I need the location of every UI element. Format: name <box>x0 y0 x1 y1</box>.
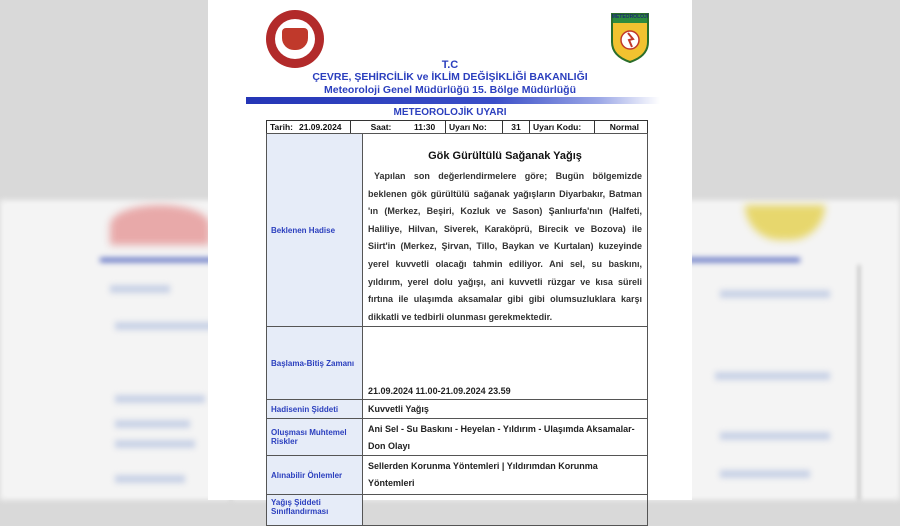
date-value: 21.09.2024 <box>296 121 351 133</box>
precipitation-class-label: Yağış Şiddeti Sınıflandırması <box>267 495 363 525</box>
start-end-time-value <box>363 327 647 399</box>
blurred-line <box>115 322 215 330</box>
time-value: 11:30 <box>411 121 446 133</box>
warning-code-value: Normal <box>609 122 639 132</box>
blurred-line <box>110 285 170 293</box>
severity-value: Kuvvetli Yağış <box>368 404 429 414</box>
event-description: Yapılan son değerlendirmelere göre; Bugün bölgemizde beklenen gök gürültülü sağanak yağışların Diyarbakır, Batman 'ın (Merkez, Beşiri, Kozluk ve Sason) Şanlıurfa'nın (Halfeti, Haliliye, Hilvan, Siverek, Karaköprü, Birecik ve Bozova) ile Siirt'in (Merkez, Şirvan, Tillo, Baykan ve Kurtalan) kuzeyinde yerel kuvvetli olacağı tahmin ediliyor. Ani sel, su baskını, yıldırım, yerel dolu yağışı, ani kuvvetli rüzgar ve kısa süreli fırtına ile ulaşımda aksamalar gibi gibi olumsuzluklara karşı dikkatli ve tedbirli olunması gerekmektedir. <box>368 171 642 322</box>
blurred-line <box>115 395 205 403</box>
blurred-line <box>720 290 830 298</box>
warning-info-row <box>266 120 648 134</box>
warning-code-label: Uyarı Kodu: <box>530 121 595 133</box>
table-row <box>267 327 647 400</box>
event-title: Gök Gürültülü Sağanak Yağış <box>428 150 582 162</box>
time-label: Saat: <box>370 122 392 132</box>
blurred-line <box>720 470 810 478</box>
start-end-time-label: Başlama-Bitiş Zamanı <box>267 327 363 399</box>
warning-document <box>208 0 692 516</box>
precipitation-class-value <box>363 495 647 525</box>
directorate-name: Meteoroloji Genel Müdürlüğü 15. Bölge Müdürlüğü <box>324 84 576 96</box>
blurred-line <box>720 432 830 440</box>
warning-no-label: Uyarı No: <box>446 121 503 133</box>
logo-text: METEOROLOJİ <box>611 14 649 20</box>
expected-event-cell <box>363 134 647 326</box>
blurred-line <box>115 440 195 448</box>
risks-label: Oluşması Muhtemel Riskler <box>267 419 363 455</box>
document-title: METEOROLOJİK UYARI <box>393 107 507 118</box>
date-label: Tarih: <box>270 122 293 132</box>
expected-event-label: Beklenen Hadise <box>267 134 363 326</box>
table-row <box>267 419 647 456</box>
risks-value: Ani Sel - Su Baskını - Heyelan - Yıldırım - Ulaşımda Aksamalar- Don Olayı <box>368 424 635 451</box>
warning-table <box>266 133 648 526</box>
measures-value: Sellerden Korunma Yöntemleri | Yıldırımdan Korunma Yöntemleri <box>368 461 598 488</box>
blurred-line <box>115 475 185 483</box>
table-row <box>267 495 647 525</box>
blurred-line <box>115 420 190 428</box>
table-row <box>267 456 647 495</box>
blurred-line <box>715 372 830 380</box>
severity-label: Hadisenin Şiddeti <box>267 400 363 418</box>
header-divider <box>246 97 660 104</box>
start-end-time-text: 21.09.2024 11.00-21.09.2024 23.59 <box>368 386 511 396</box>
table-row <box>267 400 647 419</box>
header-line-1: T.C <box>441 59 459 71</box>
meteorology-logo-icon <box>610 12 650 64</box>
ministry-name: ÇEVRE, ŞEHİRCİLİK ve İKLİM DEĞİŞİKLİĞİ BAKANLIĞI <box>312 71 588 83</box>
measures-label: Alınabilir Önlemler <box>267 456 363 494</box>
blurred-line <box>858 265 860 500</box>
blurred-seal <box>110 205 210 245</box>
warning-no-value: 31 <box>503 121 530 133</box>
table-row <box>267 134 647 327</box>
